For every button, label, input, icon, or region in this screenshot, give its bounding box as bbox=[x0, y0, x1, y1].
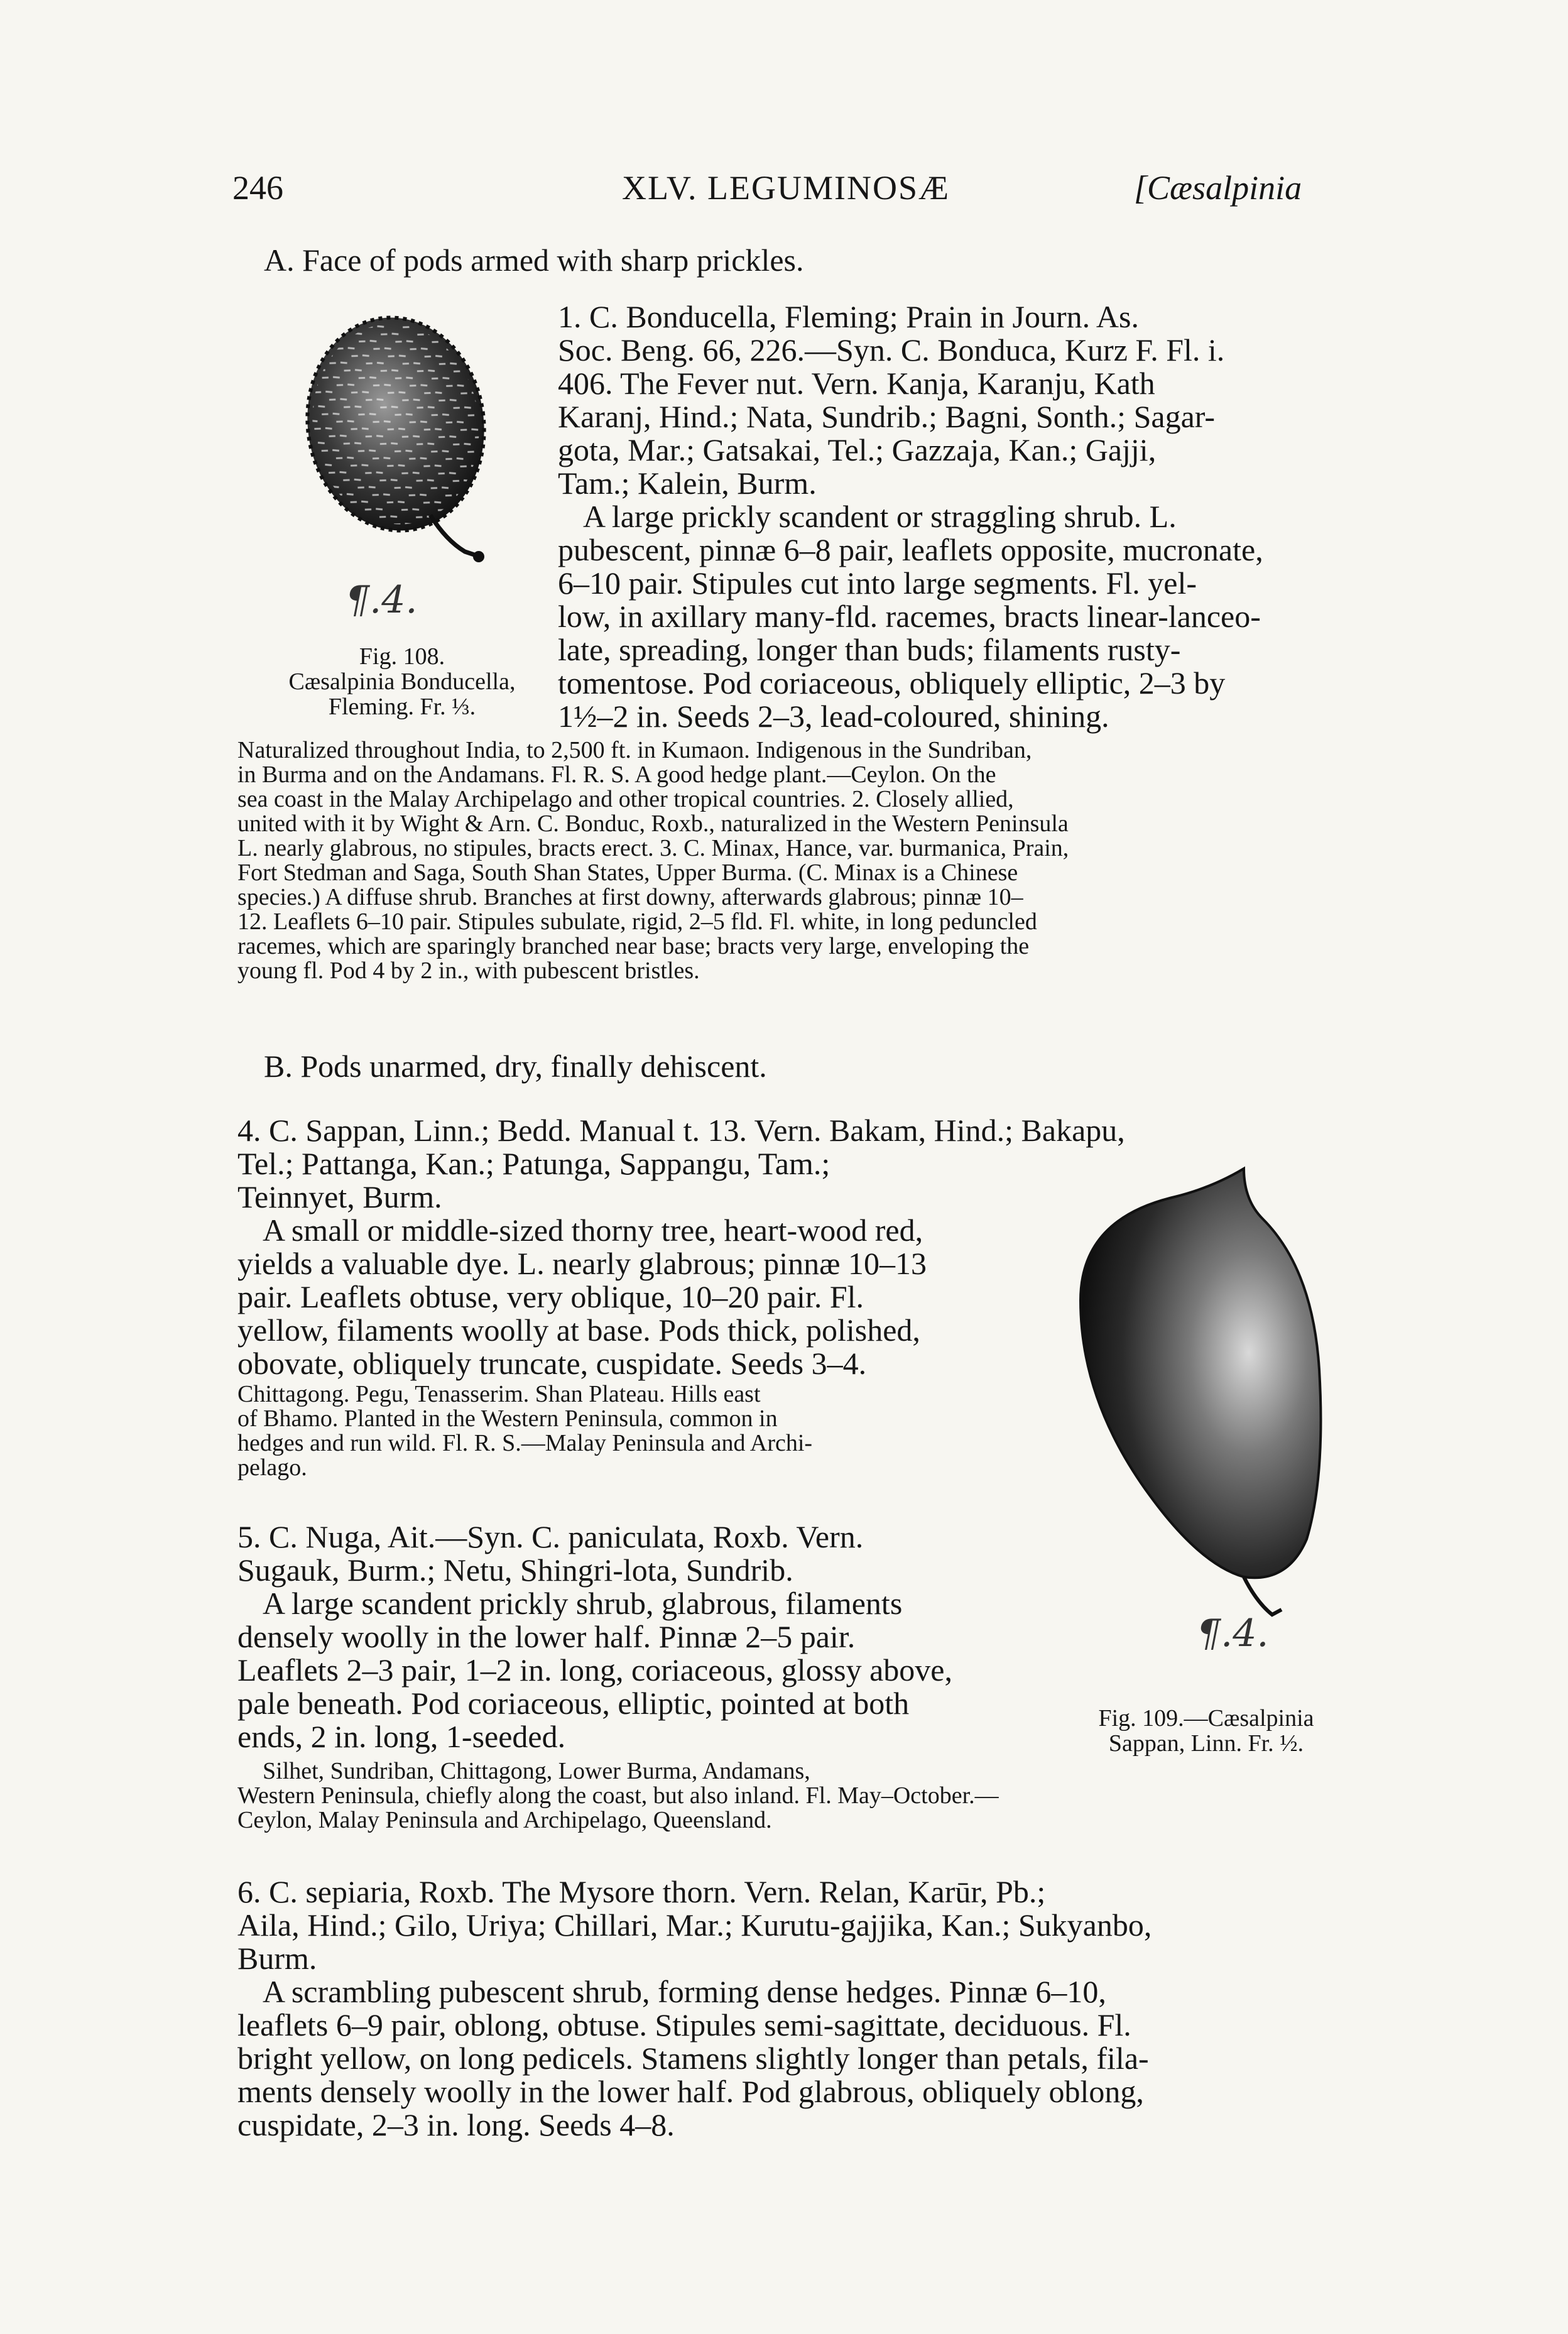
distribution-line: hedges and run wild. Fl. R. S.—Malay Peninsula and Archi- bbox=[237, 1430, 813, 1456]
species-4-description-line: yellow, filaments woolly at base. Pods thick, polished, bbox=[237, 1312, 920, 1348]
figure-109-caption bbox=[1043, 1706, 1369, 1756]
figure-108-caption bbox=[239, 644, 565, 719]
species-5-line: 5. C. Nuga, Ait.—Syn. C. paniculata, Roxb. Vern. bbox=[237, 1519, 864, 1554]
species-4-line: Teinnyet, Burm. bbox=[237, 1179, 442, 1214]
species-6-description-line: A scrambling pubescent shrub, forming dense hedges. Pinnæ 6–10, bbox=[263, 1974, 1106, 2009]
species-4-entry bbox=[237, 1147, 1020, 1380]
running-title: XLV. LEGUMINOSÆ bbox=[622, 169, 950, 207]
genus-tag: [Cæsalpinia bbox=[1134, 169, 1302, 207]
species-4-description-line: obovate, obliquely truncate, cuspidate. Seeds 3–4. bbox=[237, 1346, 867, 1381]
page-number: 246 bbox=[232, 169, 283, 207]
species-5-distribution bbox=[237, 1759, 1354, 1833]
species-5-description-line: Leaflets 2–3 pair, 1–2 in. long, coriaceous, glossy above, bbox=[237, 1652, 952, 1688]
species-1-description-line: tomentose. Pod coriaceous, obliquely elliptic, 2–3 by bbox=[558, 665, 1226, 701]
distribution-line: young fl. Pod 4 by 2 in., with pubescent bristles. bbox=[237, 957, 700, 984]
species-6-line: 6. C. sepiaria, Roxb. The Mysore thorn. Vern. Relan, Karūr, Pb.; bbox=[237, 1874, 1046, 1909]
species-4-description-line: yields a valuable dye. L. nearly glabrous; pinnæ 10–13 bbox=[237, 1246, 927, 1281]
distribution-line: pelago. bbox=[237, 1454, 307, 1481]
figure-109-caption-line: Sappan, Linn. Fr. ½. bbox=[1108, 1730, 1304, 1757]
smooth-pod-illustration bbox=[1055, 1162, 1357, 1640]
species-1-description-line: A large prickly scandent or straggling shrub. L. bbox=[583, 499, 1177, 534]
figure-109-hand-mark: ¶.4. bbox=[1197, 1611, 1269, 1655]
distribution-line: Ceylon, Malay Peninsula and Archipelago, Queensland. bbox=[237, 1807, 772, 1833]
species-4-description-line: A small or middle-sized thorny tree, heart-wood red, bbox=[263, 1213, 923, 1248]
species-5-description-line: densely woolly in the lower half. Pinnæ 2–5 pair. bbox=[237, 1619, 856, 1654]
species-4-distribution bbox=[237, 1382, 1020, 1480]
species-1-description-line: 1½–2 in. Seeds 2–3, lead-coloured, shining. bbox=[558, 699, 1109, 734]
species-5-entry bbox=[237, 1520, 1020, 1753]
distribution-line: Silhet, Sundriban, Chittagong, Lower Burma, Andamans, bbox=[263, 1758, 810, 1784]
species-1-line: Karanj, Hind.; Nata, Sundrib.; Bagni, Sonth.; Sagar- bbox=[558, 399, 1216, 434]
prickly-pod-illustration bbox=[276, 314, 540, 603]
species-1-line: gota, Mar.; Gatsakai, Tel.; Gazzaja, Kan.; Gajji, bbox=[558, 432, 1157, 467]
distribution-line: Chittagong. Pegu, Tenasserim. Shan Plateau. Hills east bbox=[237, 1381, 761, 1407]
species-1-line: Tam.; Kalein, Burm. bbox=[558, 466, 817, 501]
distribution-line: 12. Leaflets 6–10 pair. Stipules subulate, rigid, 2–5 fld. Fl. white, in long peduncled bbox=[237, 908, 1037, 935]
distribution-line: species.) A diffuse shrub. Branches at first downy, afterwards glabrous; pinnæ 10– bbox=[237, 884, 1023, 910]
figure-109-caption-line: Fig. 109.—Cæsalpinia bbox=[1098, 1705, 1314, 1731]
distribution-line: of Bhamo. Planted in the Western Peninsula, common in bbox=[237, 1405, 778, 1432]
species-5-description-line: pale beneath. Pod coriaceous, elliptic, pointed at both bbox=[237, 1686, 910, 1721]
species-4-header bbox=[237, 1114, 1354, 1147]
section-b-heading: B. Pods unarmed, dry, finally dehiscent. bbox=[264, 1049, 767, 1084]
species-6-description-line: leaflets 6–9 pair, oblong, obtuse. Stipules semi-sagittate, deciduous. Fl. bbox=[237, 2007, 1131, 2042]
species-6-description-line: cuspidate, 2–3 in. long. Seeds 4–8. bbox=[237, 2107, 675, 2142]
distribution-line: Naturalized throughout India, to 2,500 ft. in Kumaon. Indigenous in the Sundriban, bbox=[237, 737, 1032, 763]
species-5-line: Sugauk, Burm.; Netu, Shingri-lota, Sundrib. bbox=[237, 1552, 793, 1588]
species-1-line: 406. The Fever nut. Vern. Kanja, Karanju, Kath bbox=[558, 366, 1155, 401]
species-6-description-line: bright yellow, on long pedicels. Stamens slightly longer than petals, fila- bbox=[237, 2041, 1149, 2076]
figure-108-caption-line: Fig. 108. bbox=[359, 643, 445, 670]
species-1-distribution bbox=[237, 738, 1354, 983]
distribution-line: L. nearly glabrous, no stipules, bracts erect. 3. C. Minax, Hance, var. burmanica, Prain, bbox=[237, 835, 1069, 861]
species-1-line: Soc. Beng. 66, 226.—Syn. C. Bonduca, Kurz F. Fl. i. bbox=[558, 332, 1225, 368]
distribution-line: racemes, which are sparingly branched near base; bracts very large, enveloping the bbox=[237, 933, 1030, 959]
distribution-line: Fort Stedman and Saga, South Shan States, Upper Burma. (C. Minax is a Chinese bbox=[237, 859, 1018, 886]
distribution-line: united with it by Wight & Arn. C. Bonduc, Roxb., naturalized in the Western Peninsula bbox=[237, 810, 1069, 837]
species-1-line: 1. C. Bonducella, Fleming; Prain in Journ. As. bbox=[558, 299, 1139, 334]
distribution-line: Western Peninsula, chiefly along the coast, but also inland. Fl. May–October.— bbox=[237, 1782, 999, 1809]
species-6-description-line: ments densely woolly in the lower half. Pod glabrous, obliquely oblong, bbox=[237, 2074, 1144, 2109]
species-4-description-line: pair. Leaflets obtuse, very oblique, 10–20 pair. Fl. bbox=[237, 1279, 864, 1314]
figure-108-hand-mark: ¶.4. bbox=[346, 578, 418, 622]
species-1-description-line: low, in axillary many-fld. racemes, bracts linear-lanceo- bbox=[558, 599, 1261, 634]
species-6-line: Aila, Hind.; Gilo, Uriya; Chillari, Mar.; Kurutu-gajjika, Kan.; Sukyanbo, bbox=[237, 1907, 1152, 1943]
species-4-line: Tel.; Pattanga, Kan.; Patunga, Sappangu, Tam.; bbox=[237, 1146, 830, 1181]
figure-108-caption-line: Fleming. Fr. ⅓. bbox=[328, 694, 476, 720]
species-1-description-line: late, spreading, longer than buds; filaments rusty- bbox=[558, 632, 1181, 667]
figure-108-caption-line: Cæsalpinia Bonducella, bbox=[288, 668, 516, 695]
species-5-description-line: ends, 2 in. long, 1-seeded. bbox=[237, 1719, 566, 1754]
species-4-line: 4. C. Sappan, Linn.; Bedd. Manual t. 13. Vern. Bakam, Hind.; Bakapu, bbox=[237, 1113, 1125, 1148]
species-1-description-line: pubescent, pinnæ 6–8 pair, leaflets opposite, mucronate, bbox=[558, 532, 1263, 567]
distribution-line: sea coast in the Malay Archipelago and other tropical countries. 2. Closely allied, bbox=[237, 786, 1014, 812]
distribution-line: in Burma and on the Andamans. Fl. R. S. A good hedge plant.—Ceylon. On the bbox=[237, 761, 996, 788]
species-6-entry bbox=[237, 1875, 1348, 2142]
species-5-description-line: A large scandent prickly shrub, glabrous, filaments bbox=[263, 1586, 903, 1621]
species-1-entry bbox=[558, 300, 1351, 733]
species-1-description-line: 6–10 pair. Stipules cut into large segments. Fl. yel- bbox=[558, 565, 1197, 601]
species-6-line: Burm. bbox=[237, 1941, 317, 1976]
section-a-heading: A. Face of pods armed with sharp prickles. bbox=[264, 243, 804, 278]
